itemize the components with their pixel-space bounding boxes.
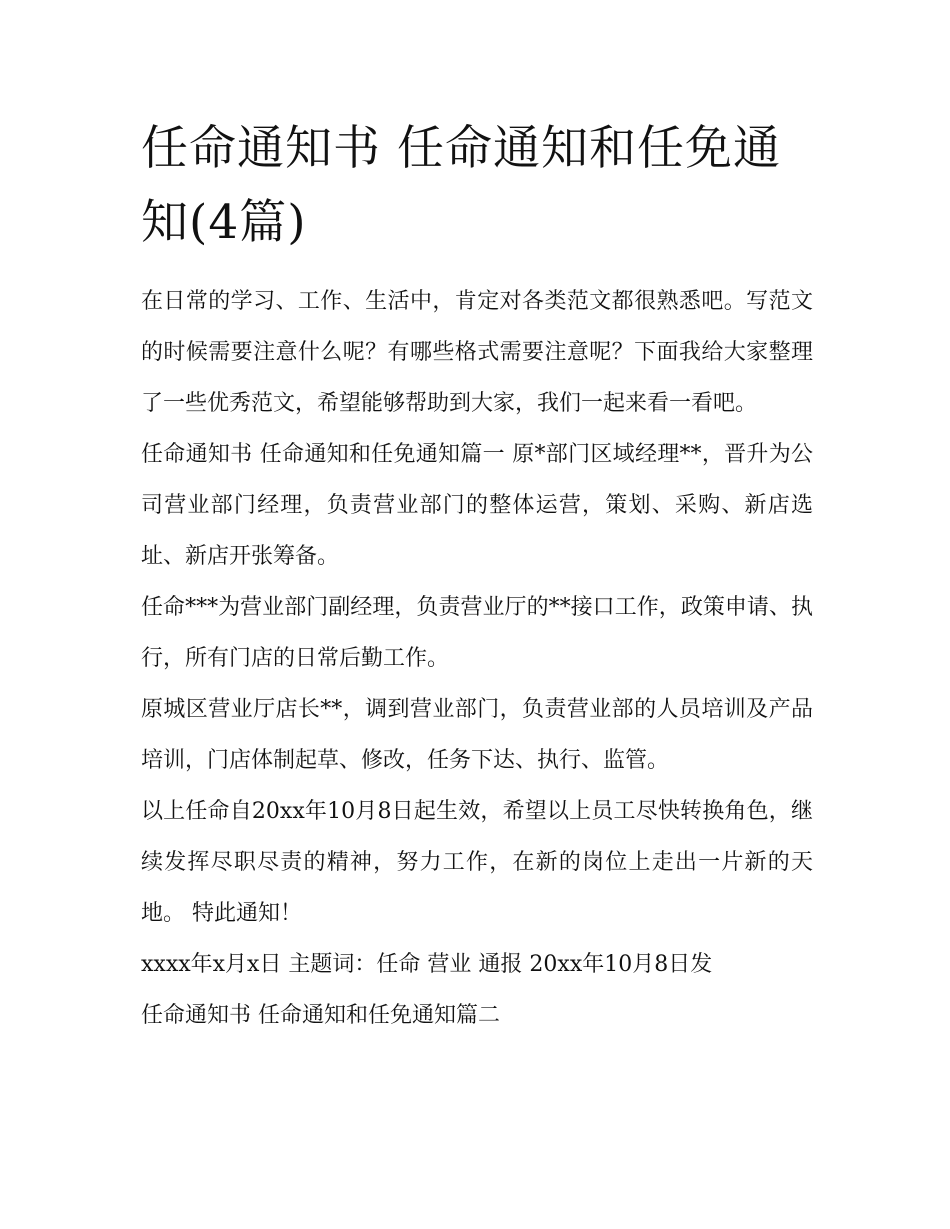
document-body — [141, 112, 813, 1041]
date-subject-line: xxxx年x月x日 主题词：任命 营业 通报 20xx年10月8日发 — [141, 952, 713, 977]
page-title: 任命通知书 任命通知和任免通知(4篇) — [141, 121, 781, 250]
appointment-paragraph-1: 任命通知书 任命通知和任免通知篇一 原*部门区域经理**，晋升为公司营业部门经理，负责营业部门的整体运营，策划、采购、新店选址、新店开张筹备。 — [141, 442, 813, 569]
intro-paragraph: 在日常的学习、工作、生活中，肯定对各类范文都很熟悉吧。写范文的时候需要注意什么呢？有哪些格式需要注意呢？下面我给大家整理了一些优秀范文，希望能够帮助到大家，我们一起来看一看吧。 — [141, 289, 813, 416]
section-heading-2: 任命通知书 任命通知和任免通知篇二 — [141, 1003, 500, 1028]
appointment-paragraph-2: 任命***为营业部门副经理，负责营业厅的**接口工作，政策申请、执行，所有门店的日常后勤工作。 — [141, 595, 813, 671]
effective-date-paragraph: 以上任命自20xx年10月8日起生效，希望以上员工尽快转换角色，继续发挥尽职尽责的精神，努力工作，在新的岗位上走出一片新的天地。 特此通知！ — [141, 799, 813, 926]
appointment-paragraph-3: 原城区营业厅店长**，调到营业部门，负责营业部的人员培训及产品培训，门店体制起草、修改，任务下达、执行、监管。 — [141, 697, 813, 773]
